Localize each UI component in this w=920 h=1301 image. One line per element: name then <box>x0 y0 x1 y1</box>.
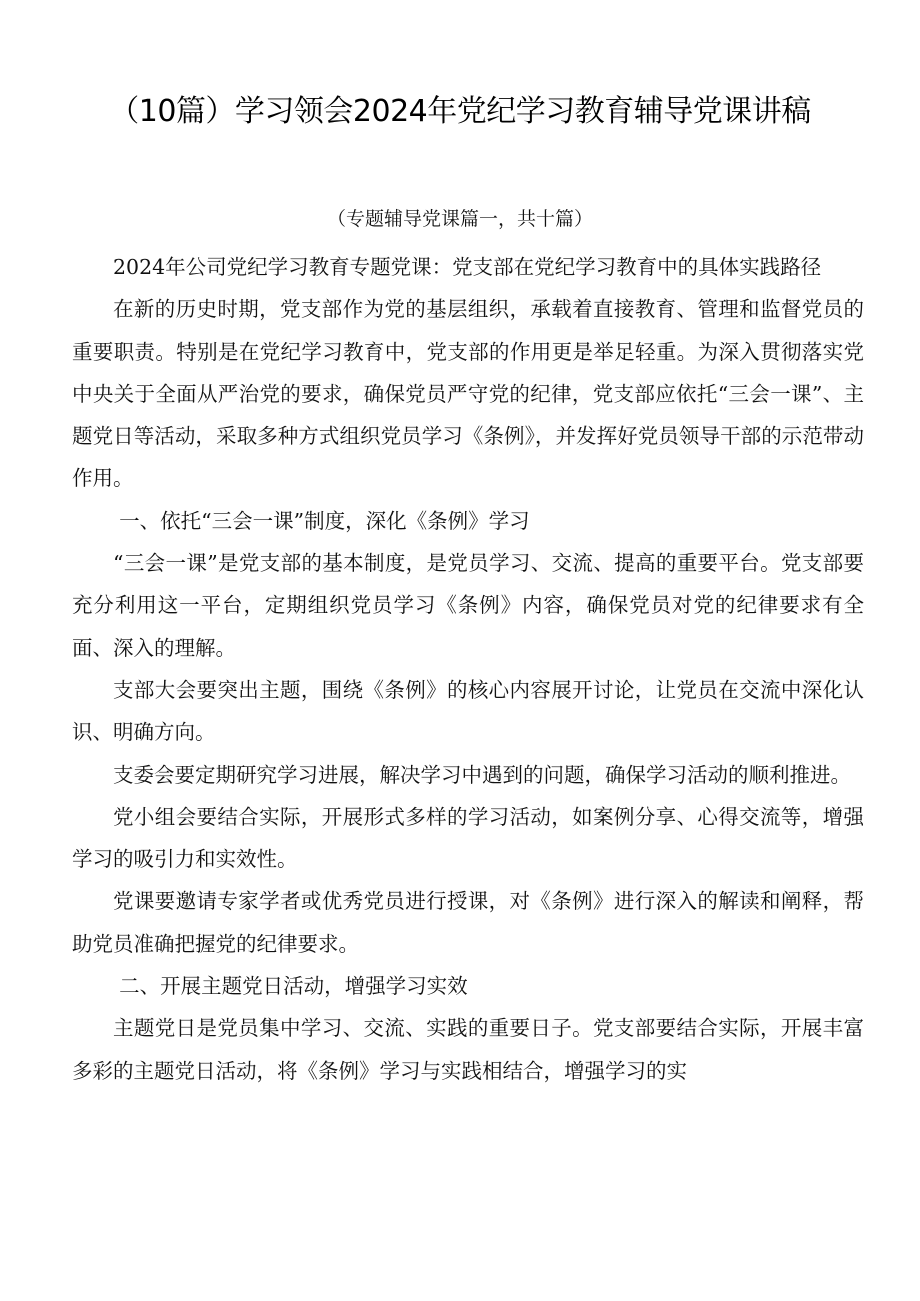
paragraph: 2024年公司党纪学习教育专题党课：党支部在党纪学习教育中的具体实践路径 <box>113 255 822 279</box>
paragraph: 党小组会要结合实际，开展形式多样的学习活动，如案例分享、心得交流等，增强学习的吸引力和实效性。 <box>72 804 864 872</box>
document-body <box>72 246 864 1092</box>
paragraph: 支部大会要突出主题，围绕《条例》的核心内容展开讨论，让党员在交流中深化认识、明确方向。 <box>72 677 864 745</box>
document-title: （10篇）学习领会2024年党纪学习教育辅导党课讲稿 <box>109 94 811 129</box>
paragraph: “三会一课”是党支部的基本制度，是党员学习、交流、提高的重要平台。党支部要充分利用这一平台，定期组织党员学习《条例》内容，确保党员对党的纪律要求有全面、深入的理解。 <box>72 551 864 660</box>
paragraph: 主题党日是党员集中学习、交流、实践的重要日子。党支部要结合实际，开展丰富多彩的主题党日活动，将《条例》学习与实践相结合，增强学习的实 <box>72 1016 864 1083</box>
section-heading: 二、开展主题党日活动，增强学习实效 <box>119 974 468 999</box>
paragraph: 在新的历史时期，党支部作为党的基层组织，承载着直接教育、管理和监督党员的重要职责。特别是在党纪学习教育中，党支部的作用更是举足轻重。为深入贯彻落实党中央关于全面从严治党的要求，确保党员严守党的纪律，党支部应依托“三会一课”、主题党日等活动，采取多种方式组织党员学习《条例》，并发挥好党员领导干部的示范带动作用。 <box>72 297 864 491</box>
paragraph: 党课要邀请专家学者或优秀党员进行授课，对《条例》进行深入的解读和阐释，帮助党员准确把握党的纪律要求。 <box>72 889 864 956</box>
section-heading: 一、依托“三会一课”制度，深化《条例》学习 <box>119 508 530 533</box>
paragraph: 支委会要定期研究学习进展，解决学习中遇到的问题，确保学习活动的顺利推进。 <box>113 762 851 787</box>
document-subtitle: （专题辅导党课篇一，共十篇） <box>326 208 593 230</box>
